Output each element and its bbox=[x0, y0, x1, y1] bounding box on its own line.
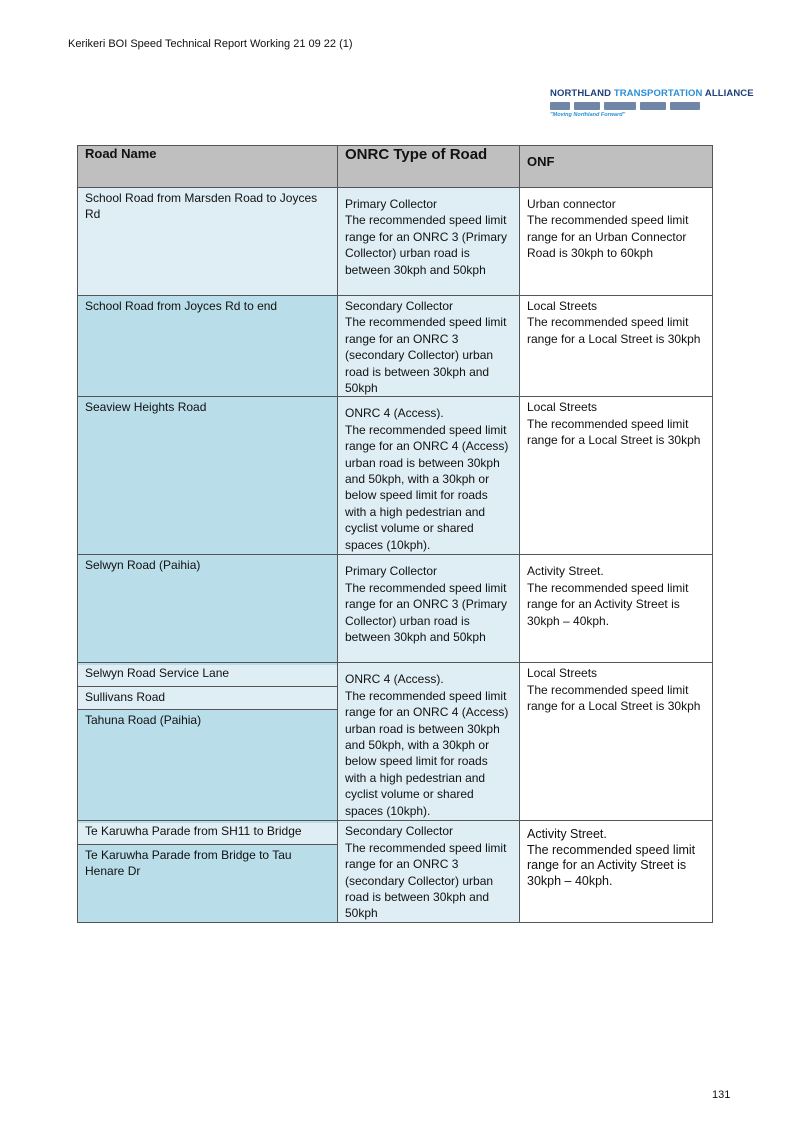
logo-word-transportation: TRANSPORTATION bbox=[613, 88, 703, 99]
onrc-cell bbox=[338, 555, 520, 663]
logo-tagline: "Moving Northland Forward" bbox=[550, 112, 626, 118]
onf-text: Local Streets The recommended speed limit range for a Local Street is 30kph bbox=[527, 666, 701, 714]
onf-text: Urban connector The recommended speed limit range for an Urban Connector Road is 30kph to 60kph bbox=[527, 197, 689, 261]
onrc-cell bbox=[338, 296, 520, 397]
onf-cell bbox=[520, 397, 713, 555]
onrc-cell bbox=[338, 188, 520, 296]
road-name-cell bbox=[78, 188, 338, 296]
onf-cell bbox=[520, 555, 713, 663]
onrc-text: ONRC 4 (Access). The recommended speed limit range for an ONRC 4 (Access) urban road is between 30kph and 50kph, with a 30kph or below speed limit for roads with a high pedestrian and cyclist volume or shared spaces (10kph). bbox=[345, 672, 509, 818]
page-number: 131 bbox=[712, 1089, 731, 1101]
onf-cell bbox=[520, 188, 713, 296]
onrc-cell bbox=[338, 663, 520, 821]
table-row bbox=[78, 188, 713, 296]
document-title: Kerikeri BOI Speed Technical Report Working 21 09 22 (1) bbox=[68, 38, 353, 50]
onf-cell bbox=[520, 663, 713, 821]
road-name-cell bbox=[78, 663, 338, 821]
road-name: Sullivans Road bbox=[78, 687, 337, 710]
road-name: School Road from Marsden Road to Joyces Rd bbox=[85, 191, 318, 222]
onrc-text: ONRC 4 (Access). The recommended speed limit range for an ONRC 4 (Access) urban road is between 30kph and 50kph, with a 30kph or below speed limit for roads with a high pedestrian and cyclist volume or shared spaces (10kph). bbox=[345, 406, 509, 552]
northland-transportation-alliance-logo bbox=[550, 88, 754, 122]
onf-cell bbox=[520, 296, 713, 397]
onrc-cell bbox=[338, 397, 520, 555]
header-road-name: Road Name bbox=[78, 146, 338, 188]
partner-logos-strip bbox=[550, 102, 725, 110]
logo-word-alliance: ALLIANCE bbox=[704, 88, 754, 99]
onf-cell bbox=[520, 821, 713, 922]
logo-word-northland: NORTHLAND bbox=[550, 88, 612, 99]
onrc-text: Secondary Collector The recommended speed limit range for an ONRC 3 (secondary Collector) urban road is between 30kph and 50kph bbox=[345, 299, 507, 396]
onrc-text: Primary Collector The recommended speed limit range for an ONRC 3 (Primary Collector) urban road is between 30kph and 50kph bbox=[345, 564, 508, 645]
onf-text: Local Streets The recommended speed limit range for a Local Street is 30kph bbox=[527, 299, 701, 346]
road-name-cell bbox=[78, 397, 338, 555]
onf-text: Activity Street. The recommended speed limit range for an Activity Street is 30kph – 40kph. bbox=[527, 564, 689, 628]
header-onrc-type: ONRC Type of Road bbox=[338, 146, 520, 188]
onrc-text: Primary Collector The recommended speed limit range for an ONRC 3 (Primary Collector) urban road is between 30kph and 50kph bbox=[345, 197, 508, 277]
road-name: School Road from Joyces Rd to end bbox=[85, 299, 278, 313]
road-name: Selwyn Road Service Lane bbox=[78, 665, 337, 686]
road-name-cell bbox=[78, 555, 338, 663]
road-name: Tahuna Road (Paihia) bbox=[85, 713, 202, 728]
road-name: Te Karuwha Parade from SH11 to Bridge bbox=[78, 823, 337, 844]
road-name: Seaview Heights Road bbox=[85, 400, 207, 415]
table-row bbox=[78, 397, 713, 555]
onf-text: Activity Street. The recommended speed limit range for an Activity Street is 30kph – 40kph. bbox=[527, 827, 696, 888]
road-name-cell bbox=[78, 296, 338, 397]
road-name-cell bbox=[78, 821, 338, 922]
header-onf: ONF bbox=[520, 146, 713, 188]
table-row bbox=[78, 663, 713, 821]
table-row bbox=[78, 555, 713, 663]
table-row bbox=[78, 821, 713, 922]
road-speed-table bbox=[77, 145, 713, 923]
onrc-cell bbox=[338, 821, 520, 922]
onf-text: Local Streets The recommended speed limit range for a Local Street is 30kph bbox=[527, 400, 701, 448]
table-header-row bbox=[78, 146, 713, 188]
road-name: Te Karuwha Parade from Bridge to Tau Henare Dr bbox=[85, 847, 292, 879]
onrc-text: Secondary Collector The recommended speed limit range for an ONRC 3 (secondary Collector) urban road is between 30kph and 50kph bbox=[345, 824, 507, 921]
table-row bbox=[78, 296, 713, 397]
road-name: Selwyn Road (Paihia) bbox=[85, 558, 201, 573]
